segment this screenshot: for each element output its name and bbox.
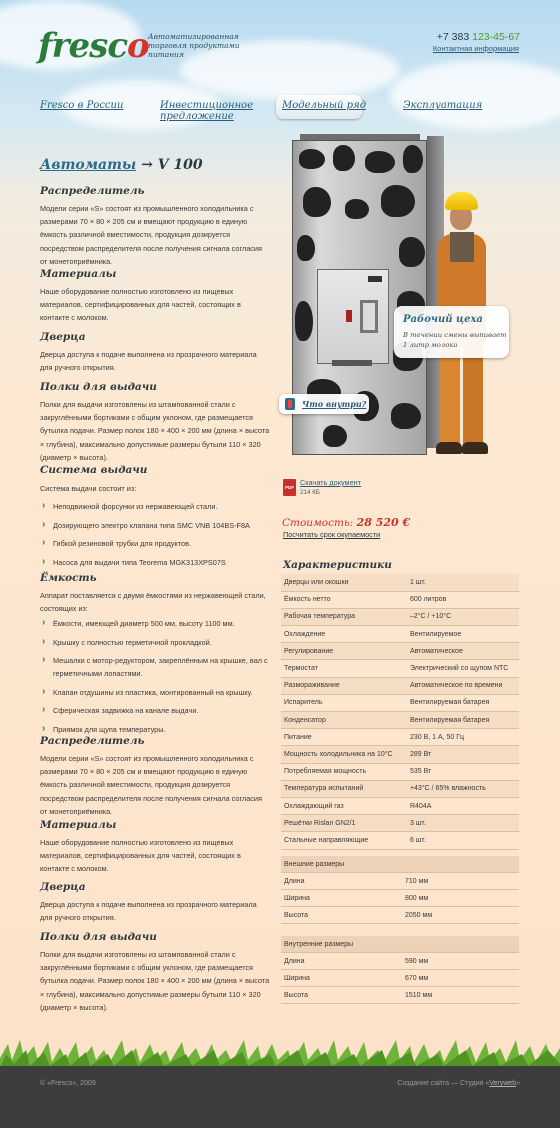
- section-text: Модели серии «S» состоят из промышленного холодильника с размерами 70 × 80 × 205 см и вмещают продукцию в единую ёмкость различной вместимости, продукция дозируется посредством распределителя после получения сигнала согласия от монетоприёмника.: [40, 204, 262, 266]
- list-item: › Приямок для щупа температуры.: [40, 723, 270, 736]
- list-item: › Мешалки с мотор-редуктором, закреплённым на крышке, вал с герметичными лопастями.: [40, 654, 270, 680]
- copyright: © «Fresco», 2009: [40, 1080, 96, 1087]
- table-row: Длина 590 мм: [281, 953, 519, 970]
- section-title: Материалы: [40, 819, 117, 831]
- table-row: Термостат Электрический со щупом NTC: [281, 660, 519, 677]
- download-document-link[interactable]: Скачать документ: [300, 478, 361, 487]
- inner-dimensions: [281, 936, 519, 1004]
- site-tagline: Автоматизированная торговля продуктами питания: [148, 32, 240, 59]
- section-title: Полки для выдачи: [40, 381, 157, 393]
- nav-item-russia[interactable]: Fresco в России: [40, 100, 124, 111]
- section-title: Распределитель: [40, 735, 145, 747]
- table-row: Решётки Rislan GN2/1 3 шт.: [281, 815, 519, 832]
- cloud-decoration: [390, 60, 560, 130]
- nav-item-models[interactable]: Модельный ряд: [282, 100, 367, 111]
- tank-list: [40, 617, 270, 741]
- payback-calculator-link[interactable]: Посчитать срок окупаемости: [283, 530, 381, 539]
- section-title: Дверца: [40, 881, 86, 893]
- specs-table: [281, 574, 519, 850]
- page-title: [40, 157, 203, 173]
- section-text: Полки для выдачи изготовлены из штампованной стали с закруглёнными бортиками с общим уклоном, где размещается бутылка подачи. Размер полок 180 × 400 × 200 мм (длина × высота × глубина), максимально допустимые размеры бутыли 110 × 320 (диаметр × высота).: [40, 400, 270, 462]
- whats-inside-label: Что внутри?: [302, 399, 367, 409]
- contact-info-link[interactable]: Контактная информация: [432, 44, 519, 53]
- table-row: Высота 1510 мм: [281, 987, 519, 1004]
- breadcrumb-model: V 100: [157, 157, 203, 173]
- studio-link[interactable]: Veryweb: [489, 1080, 517, 1087]
- inner-dimensions-title: Внутренние размеры: [281, 936, 519, 953]
- whats-inside-button[interactable]: [279, 394, 369, 414]
- section-text: Дверца доступа к подаче выполнена из прозрачного материала для ручного открытия.: [40, 900, 257, 923]
- price-value: 28 520 €: [356, 516, 411, 529]
- price: [282, 516, 410, 529]
- list-item: › Насоса для выдачи типа Teorema MGK313XPS07S: [40, 556, 270, 569]
- table-row: Потребляемая мощность 535 Вт: [281, 763, 519, 780]
- section-title: Материалы: [40, 268, 117, 280]
- section-title: Дверца: [40, 331, 86, 343]
- table-row: Ёмкость нетто 600 литров: [281, 591, 519, 608]
- list-item: › Гибкой резиновой трубки для продуктов.: [40, 537, 270, 550]
- section-text: Наше оборудование полностью изготовлено из пищевых материалов, сертифицированных для частей, состоящих в контакте с молоком.: [40, 287, 241, 323]
- table-row: Мощность холодильника на 10°C 289 Вт: [281, 746, 519, 763]
- table-row: Ширина 800 мм: [281, 890, 519, 907]
- site-logo[interactable]: fresco: [38, 26, 149, 66]
- outer-dimensions-title: Внешние размеры: [281, 856, 519, 873]
- table-row: Температура испытаний +43°C / 65% влажность: [281, 780, 519, 797]
- dispense-system-list: [40, 500, 270, 574]
- section-text: Модели серии «S» состоят из промышленного холодильника с размерами 70 × 80 × 205 см и вмещают продукцию в единую ёмкость различной вместимости, продукция дозируется посредством распределителя после получения сигнала согласия от монетоприёмника.: [40, 754, 262, 816]
- pdf-icon[interactable]: PDF: [283, 479, 296, 496]
- breadcrumb-arrow: →: [141, 157, 153, 173]
- table-row: Конденсатор Вентилируемая батарея: [281, 712, 519, 729]
- section-text: Наше оборудование полностью изготовлено из пищевых материалов, сертифицированных для частей, состоящих в контакте с молоком.: [40, 838, 241, 874]
- callout-text: В течении смены выпивает 1 литр молока: [403, 331, 507, 349]
- table-row: Рабочая температура –2°C / +10°C: [281, 608, 519, 625]
- phone-number: +7 383 123-45-67: [436, 31, 520, 43]
- table-row: Испаритель Вентилируемая батарея: [281, 694, 519, 711]
- specs-title: Характеристики: [283, 559, 392, 571]
- grass-decoration: [0, 1040, 560, 1068]
- table-row: Ширина 670 мм: [281, 970, 519, 987]
- nav-item-investment[interactable]: Инвестиционное предложение: [160, 100, 254, 122]
- list-item: › Крышку с полностью герметичной прокладкой.: [40, 636, 270, 649]
- section-title: Система выдачи: [40, 464, 148, 476]
- table-row: Стальные направляющие 6 шт.: [281, 832, 519, 849]
- list-item: › Сферическая задвижка на канале выдачи.: [40, 704, 270, 717]
- table-row: Размораживание Автоматическое по времени: [281, 677, 519, 694]
- section-title: Полки для выдачи: [40, 931, 157, 943]
- list-item: › Клапан отдушины из пластика, монтированный на крышку.: [40, 686, 270, 699]
- callout-title: Рабочий цеха: [403, 314, 483, 325]
- inside-view-icon: [285, 398, 295, 410]
- section-title: Ёмкость: [40, 572, 97, 584]
- price-label: Стоимость:: [282, 517, 354, 529]
- list-item: › Дозирующего электро клапана типа SMC VNB 104BS-F8A: [40, 519, 270, 532]
- nav-item-operation[interactable]: Эксплуатация: [403, 100, 483, 111]
- table-row: Высота 2050 мм: [281, 907, 519, 924]
- section-text: Полки для выдачи изготовлены из штампованной стали с закруглёнными бортиками с общим уклоном, где размещается бутылка подачи. Размер полок 180 × 400 × 200 мм (длина × высота × глубина), максимально допустимые размеры бутыли 110 × 320 (диаметр × высота).: [40, 950, 270, 1012]
- outer-dimensions: [281, 856, 519, 924]
- section-intro: Аппарат поставляется с двумя ёмкостями из нержавеющей стали, состоящих из:: [40, 591, 266, 614]
- list-item: › Неподвижной форсунки из нержавеющей стали.: [40, 500, 270, 513]
- section-intro: Система выдачи состоит из:: [40, 484, 137, 493]
- section-text: Дверца доступа к подаче выполнена из прозрачного материала для ручного открытия.: [40, 350, 257, 373]
- table-row: Длина 710 мм: [281, 873, 519, 890]
- section-title: Распределитель: [40, 185, 145, 197]
- download-size: 214 КБ: [300, 489, 321, 496]
- table-row: Охлаждающий газ R404A: [281, 797, 519, 814]
- table-row: Питание 230 В, 1 А, 50 Гц: [281, 729, 519, 746]
- breadcrumb-section-link[interactable]: Автоматы: [40, 157, 137, 173]
- table-row: Регулирование Автоматическое: [281, 643, 519, 660]
- table-row: Дверцы или окошки 1 шт.: [281, 574, 519, 591]
- credit: Создание сайта — Студия «Veryweb»: [397, 1080, 520, 1087]
- worker-callout: [394, 306, 509, 358]
- list-item: › Ёмкости, имеющей диаметр 500 мм, высоту 1100 мм.: [40, 617, 270, 630]
- table-row: Охлаждение Вентилируемое: [281, 626, 519, 643]
- site-footer: [0, 1066, 560, 1128]
